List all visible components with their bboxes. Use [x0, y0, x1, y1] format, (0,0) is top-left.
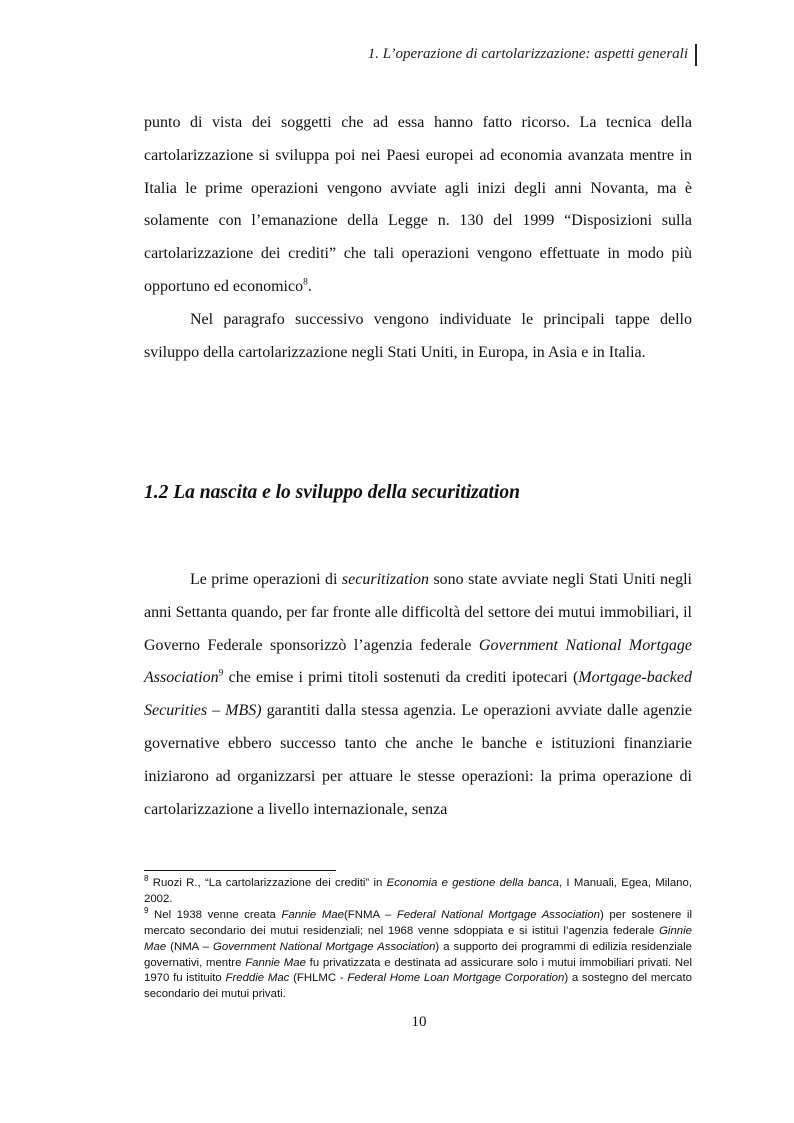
- footnote-text: ) a supporto dei programmi di edilizia residenziale governativi, mentre: [144, 940, 692, 969]
- footnote-italic: Fannie Mae: [245, 956, 306, 969]
- footnote-text: ) per sostenere il mercato secondario dei mutui residenziali; nel 1968 venne sdoppiata e si istituì l’agenzia federale: [144, 908, 692, 937]
- footnote-text: (FNMA –: [343, 908, 397, 921]
- footnote-italic: Economia e gestione della banca: [386, 877, 559, 889]
- paragraph-3: [144, 564, 692, 826]
- footnotes: [144, 876, 692, 1003]
- header-rule: [695, 44, 697, 66]
- footnote-italic: Freddie Mac: [225, 972, 290, 985]
- footnote-ref-9[interactable]: 9: [218, 669, 224, 680]
- footnote-italic: Fannie Mae: [281, 908, 344, 921]
- paragraph-3-text-4: garantiti dalla stessa agenzia. Le operazioni avviate dalle agenzie governative ebbero successo tanto che anche le banche e istituzioni finanziarie iniziarono ad organizzarsi per attuare le stesse operazioni: la prima operazione di cartolarizzazione a livello internazionale, senza: [144, 702, 692, 818]
- paragraph-3-text-1: Le prime operazioni di: [190, 571, 342, 588]
- footnote-ref-8[interactable]: 8: [303, 277, 308, 288]
- footnote-italic: Federal National Mortgage Association: [396, 908, 600, 921]
- footnote-8: [144, 876, 692, 908]
- footnote-text: (FHLMC -: [289, 972, 348, 985]
- footnote-italic: Ginnie Mae: [144, 924, 692, 953]
- term-securitization: securitization: [341, 571, 430, 588]
- footnote-italic: Federal Home Loan Mortgage Corporation: [347, 972, 565, 985]
- paragraph-1: [144, 107, 692, 369]
- term-gnma: Government National Mortgage Association: [144, 636, 692, 687]
- term-mbs: Mortgage-backed Securities – MBS): [144, 669, 692, 720]
- footnote-separator: [144, 870, 336, 871]
- paragraph-3-text-2: sono state avviate negli Stati Uniti negli anni Settanta quando, per far fronte alle difficoltà del settore dei mutui immobiliari, il Governo Federale sponsorizzò l’agenzia federale: [144, 571, 693, 654]
- footnote-text: Ruozi R., “La cartolarizzazione dei crediti” in: [148, 877, 387, 889]
- page-number: 10: [411, 1014, 427, 1030]
- running-header: 1. L’operazione di cartolarizzazione: aspetti generali: [367, 46, 688, 62]
- footnote-text: fu privatizzata e destinata ad assicurare solo i mutui immobiliari privati. Nel 1970 fu istituito: [144, 956, 693, 985]
- paragraph-3-text-3: che emise i primi titoli sostenuti da crediti ipotecari (: [223, 669, 579, 687]
- footnote-italic: Government National Mortgage Association: [213, 940, 436, 953]
- footnote-text: , I Manuali, Egea, Milano, 2002.: [144, 877, 693, 905]
- paragraph-1-end: .: [307, 277, 312, 295]
- footnote-text: ) a sostegno del mercato secondario dei mutui privati.: [144, 972, 692, 1001]
- paragraph-1-text: punto di vista dei soggetti che ad essa hanno fatto ricorso. La tecnica della cartolarizzazione si sviluppa poi nei Paesi europei ad economia avanzata mentre in Italia le prime operazioni vengono avviate agli inizi degli anni Novanta, ma è solamente con l’emanazione della Legge n. 130 del 1999 “Disposizioni sulla cartolarizzazione dei crediti” che tali operazioni vengono effettuate in modo più opportuno ed economico: [144, 114, 692, 295]
- footnote-text: (NMA –: [166, 940, 213, 953]
- footnote-number: 9: [144, 906, 149, 916]
- paragraph-2: Nel paragrafo successivo vengono individuate le principali tappe dello sviluppo della cartolarizzazione negli Stati Uniti, in Europa, in Asia e in Italia.: [144, 310, 692, 361]
- section-heading: 1.2 La nascita e lo sviluppo della securitization: [144, 482, 520, 503]
- footnote-9: [144, 908, 692, 1003]
- footnote-text: Nel 1938 venne creata: [148, 908, 282, 921]
- footnote-number: 8: [144, 874, 149, 884]
